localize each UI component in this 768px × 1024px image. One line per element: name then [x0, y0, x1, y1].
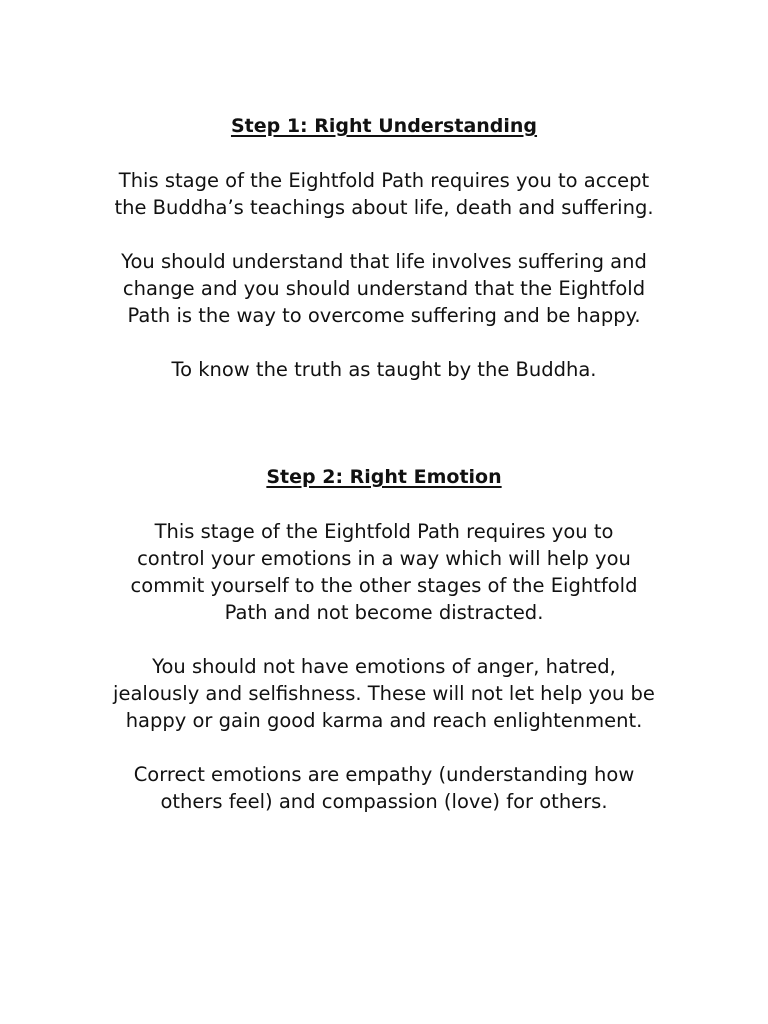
text-line: Correct emotions are empathy (understanding how	[133, 763, 635, 786]
text-line: This stage of the Eightfold Path requires you to accept	[118, 169, 650, 192]
text-line: Path and not become distracted.	[224, 601, 544, 624]
text-line: change and you should understand that the Eightfold	[122, 277, 646, 300]
paragraph	[100, 248, 668, 329]
section-right-understanding	[100, 113, 668, 383]
text-line: the Buddha’s teachings about life, death and suffering.	[114, 196, 654, 219]
paragraph	[100, 761, 668, 815]
text-line: happy or gain good karma and reach enlightenment.	[125, 709, 643, 732]
text-line: You should not have emotions of anger, hatred,	[152, 655, 616, 678]
text-line: To know the truth as taught by the Buddha.	[171, 358, 597, 381]
text-line: You should understand that life involves suffering and	[121, 250, 647, 273]
text-line: control your emotions in a way which will help you	[137, 547, 631, 570]
text-line: This stage of the Eightfold Path requires you to	[154, 520, 614, 543]
document-page	[100, 113, 668, 815]
section-right-emotion	[100, 464, 668, 815]
paragraph	[100, 167, 668, 221]
text-line: others feel) and compassion (love) for others.	[160, 790, 608, 813]
text-line: commit yourself to the other stages of the Eightfold	[130, 574, 638, 597]
text-line: jealously and selfishness. These will not let help you be	[113, 682, 655, 705]
paragraph	[100, 653, 668, 734]
paragraph	[100, 356, 668, 383]
section-heading: Step 1: Right Understanding	[230, 115, 538, 137]
paragraph	[100, 518, 668, 626]
text-line: Path is the way to overcome suffering and be happy.	[127, 304, 641, 327]
section-heading: Step 2: Right Emotion	[266, 466, 502, 488]
